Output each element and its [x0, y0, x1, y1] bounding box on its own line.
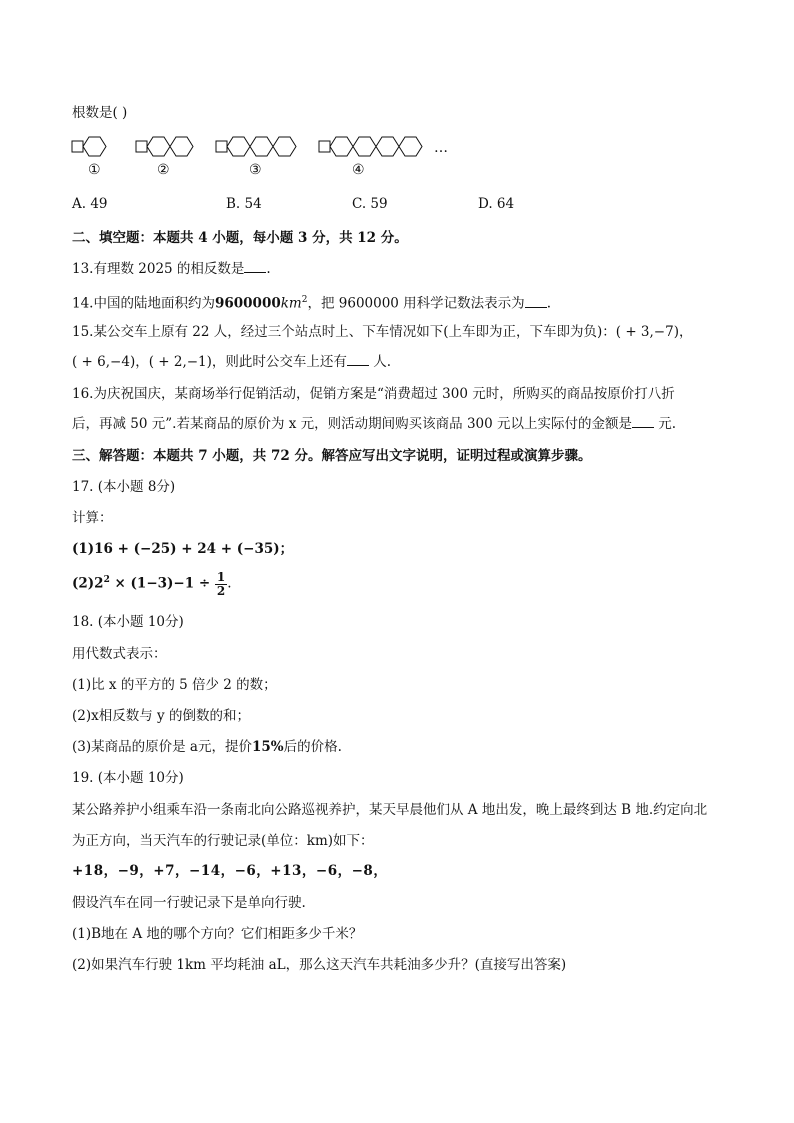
- question-16-line-2: 后，再减 50 元”.若某商品的原价为 x 元，则活动期间购买该商品 300 元以上实际付的金额是 元.: [72, 416, 677, 432]
- question-19-title: 19. (本小题 10分): [72, 770, 184, 786]
- question-17-part-2: $(2)2^2 \times (1-3)-1$ ÷ $\frac{1}{2}$ .: [72, 569, 232, 598]
- pattern-1-figure: [72, 137, 106, 156]
- question-15-line-1: 15.某公交车上原有 22 人，经过三个站点时上、下车情况如下(上车即为正，下车即为负)：( + 3,−7)，: [72, 324, 693, 340]
- pattern-3-figure: [216, 137, 296, 156]
- question-12-stem-tail: 根数是( ): [72, 105, 128, 121]
- ellipsis: …: [434, 140, 448, 156]
- choice-c: C. 59: [352, 196, 388, 212]
- driving-records: +18，−9，+7，−14，−6，+13，−6，−8，: [72, 863, 388, 879]
- question-15-line-2: ( + 6,−4)，( + 2,−1)，则此时公交车上还有 人.: [72, 354, 392, 370]
- figure-label-1: ①: [88, 162, 101, 178]
- question-17-instruction: 计算：: [72, 510, 113, 526]
- figure-label-2: ②: [157, 162, 170, 178]
- land-area-value: 9600000: [214, 295, 281, 312]
- question-13: 13.有理数 2025 的相反数是 .: [72, 261, 271, 277]
- choice-b: B. 54: [226, 196, 262, 212]
- choice-a: A. 49: [72, 196, 108, 212]
- choice-d: D. 64: [478, 196, 515, 212]
- answer-blank: [347, 353, 369, 366]
- question-19-line-4: 假设汽车在同一行驶记录下是单向行驶.: [72, 895, 306, 911]
- q13-text: 13.有理数 2025 的相反数是: [72, 261, 245, 277]
- question-18-title: 18. (本小题 10分): [72, 614, 184, 630]
- answer-blank: [632, 415, 654, 428]
- section-2-heading: 二、填空题：本题共 4 小题，每小题 3 分，共 12 分。: [72, 230, 408, 246]
- question-16-line-1: 16.为庆祝国庆，某商场举行促销活动，促销方案是“消费超过 300 元时，所购买的商品按原价打八折: [72, 386, 675, 402]
- question-19-part-2: (2)如果汽车行驶 1km 平均耗油 aL，那么这天汽车共耗油多少升？(直接写出答案): [72, 957, 567, 973]
- question-18-part-2: (2)x相反数与 y 的倒数的和；: [72, 708, 250, 724]
- matchstick-pattern-figure: [70, 132, 470, 182]
- question-19-part-1: (1)B地在 A 地的哪个方向？它们相距多少千米？: [72, 926, 363, 942]
- question-19-line-2: 为正方向，当天汽车的行驶记录(单位：km)如下：: [72, 833, 374, 849]
- answer-blank: [244, 260, 266, 273]
- question-17-title: 17. (本小题 8分): [72, 479, 176, 495]
- question-18-part-3: (3)某商品的原价是 a元，提价15%后的价格.: [72, 739, 342, 755]
- question-14: 14.中国的陆地面积约为$9600000km^2$，把 9600000 用科学记数法表示为 .: [72, 295, 551, 312]
- fraction: $\frac{1}{2}$: [216, 569, 226, 598]
- figure-label-4: ④: [352, 162, 365, 178]
- answer-blank: [525, 295, 547, 308]
- question-19-line-1: 某公路养护小组乘车沿一条南北向公路巡视养护，某天早晨他们从 A 地出发，晚上最终到达 B 地.约定向北: [72, 802, 708, 818]
- question-18-part-1: (1)比 x 的平方的 5 倍少 2 的数；: [72, 677, 277, 693]
- question-18-instruction: 用代数式表示：: [72, 646, 167, 662]
- section-3-heading: 三、解答题：本题共 7 小题，共 72 分。解答应写出文字说明，证明过程或演算步骤。: [72, 448, 592, 464]
- question-17-part-1: (1)16 + (−25) + 24 + (−35)；: [72, 541, 294, 557]
- pattern-4-figure: [319, 137, 422, 156]
- figure-label-3: ③: [249, 162, 262, 178]
- pattern-2-figure: [136, 137, 193, 156]
